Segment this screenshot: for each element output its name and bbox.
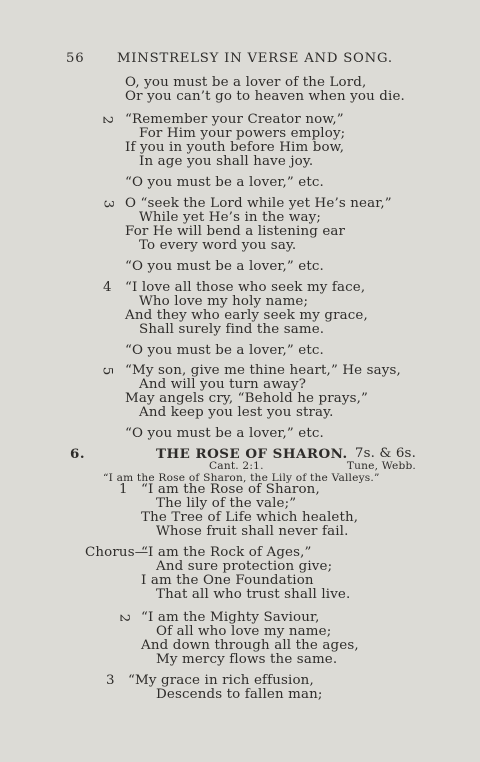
refrain-line: “O you must be a lover,” etc. bbox=[125, 426, 324, 441]
verse-line: If you in youth before Him bow, bbox=[125, 140, 345, 155]
hymn-number: 6. bbox=[70, 446, 85, 462]
verse-line: The Tree of Life which healeth, bbox=[141, 510, 359, 525]
page-number: 56 bbox=[66, 51, 85, 66]
verse-line: May angels cry, “Behold he prays,” bbox=[125, 391, 369, 406]
chorus-line: And sure protection give; bbox=[156, 559, 333, 574]
verse-line: And will you turn away? bbox=[139, 377, 307, 392]
chorus-line: I am the One Foundation bbox=[141, 573, 314, 588]
running-title: MINSTRELSY IN VERSE AND SONG. bbox=[117, 51, 393, 66]
verse-number: 4 bbox=[103, 280, 112, 295]
verse-line: Of all who love my name; bbox=[156, 624, 332, 639]
verse-line: “My son, give me thine heart,” He says, bbox=[125, 363, 401, 378]
verse-line: “My grace in rich effusion, bbox=[128, 673, 314, 688]
verse-line: And down through all the ages, bbox=[141, 638, 359, 653]
verse-line: Descends to fallen man; bbox=[156, 687, 323, 702]
verse-line: The lily of the vale;” bbox=[156, 496, 297, 511]
scripture-reference: Cant. 2:1. bbox=[209, 460, 264, 472]
verse-line: In age you shall have joy. bbox=[139, 154, 314, 169]
chorus-label: Chorus— bbox=[85, 545, 149, 560]
verse-line: “I am the Mighty Saviour, bbox=[141, 610, 320, 625]
verse-line: “I love all those who seek my face, bbox=[125, 280, 366, 295]
verse-number: 1 bbox=[119, 482, 128, 497]
verse-number: 3 bbox=[106, 673, 115, 688]
refrain-line: “O you must be a lover,” etc. bbox=[125, 259, 324, 274]
epigraph: “I am the Rose of Sharon, the Lily of the Valleys.” bbox=[103, 472, 380, 484]
refrain-line: “O you must be a lover,” etc. bbox=[125, 343, 324, 358]
verse-line: My mercy flows the same. bbox=[156, 652, 338, 667]
verse-line: Whose fruit shall never fail. bbox=[156, 524, 349, 539]
chorus-tail-line-2: Or you can’t go to heaven when you die. bbox=[125, 89, 405, 104]
hymn-title: THE ROSE OF SHARON. bbox=[156, 446, 348, 462]
hymn-meter: 7s. & 6s. bbox=[354, 446, 416, 461]
verse-line: While yet He’s in the way; bbox=[139, 210, 322, 225]
verse-line: O “seek the Lord while yet He’s near,” bbox=[125, 196, 392, 211]
verse-line: And keep you lest you stray. bbox=[139, 405, 334, 420]
verse-number: 2 bbox=[99, 115, 115, 125]
verse-line: To every word you say. bbox=[139, 238, 297, 253]
verse-line: “Remember your Creator now,” bbox=[125, 112, 344, 127]
verse-line: For He will bend a listening ear bbox=[125, 224, 346, 239]
chorus-line: “I am the Rock of Ages,” bbox=[141, 545, 312, 560]
verse-line: For Him your powers employ; bbox=[139, 126, 346, 141]
verse-line: Who love my holy name; bbox=[139, 294, 309, 309]
verse-line: “I am the Rose of Sharon, bbox=[141, 482, 320, 497]
verse-number: 3 bbox=[100, 199, 116, 209]
verse-line: Shall surely find the same. bbox=[139, 322, 325, 337]
verse-number: 2 bbox=[116, 613, 132, 623]
tune-name: Tune, Webb. bbox=[346, 460, 416, 472]
chorus-tail-line-1: O, you must be a lover of the Lord, bbox=[125, 75, 367, 90]
verse-number: 5 bbox=[99, 366, 115, 376]
verse-line: And they who early seek my grace, bbox=[125, 308, 368, 323]
refrain-line: “O you must be a lover,” etc. bbox=[125, 175, 324, 190]
chorus-line: That all who trust shall live. bbox=[156, 587, 351, 602]
